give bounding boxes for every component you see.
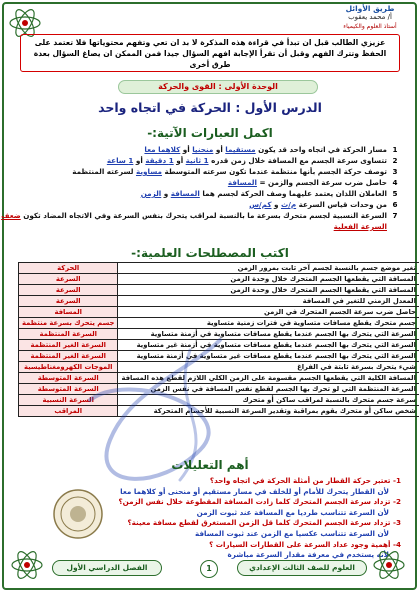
item-answer: كم/س [249,200,272,209]
item-answer: كلاهما معا [144,145,181,154]
term-definition: السرعة المنتظمة التي لو تحرك بها الجسم لقطع نفس المسافة في نفس الزمن [118,384,419,395]
table-row [19,285,419,296]
item-text: مسار الحركة في اتجاه واحد قد يكون [255,145,387,154]
item-number: 5 [392,189,398,198]
table-row [19,373,419,384]
lesson-title: الدرس الأول : الحركة في اتجاه واحد [98,100,322,115]
table-row [19,307,419,318]
item-answer: 1 ساعة [106,156,134,165]
page-number: 1 [200,560,218,578]
item-answer: المسافة [170,189,200,198]
term-definition: المسافة الكلية التي يقطعها الجسم مقسومة على الزمن الكلي اللازم لقطع هذه المسافة [118,373,419,384]
item-number: 1 [392,145,398,154]
table-row [19,318,419,329]
term-answer: السرعة [19,274,118,285]
header-brand [335,4,405,31]
term-answer: السرعة المتوسطة [19,373,118,384]
list-item [1,210,401,221]
footer-subject: العلوم للصف الثالث الإعدادي [237,560,367,576]
table-row [19,406,419,417]
term-answer: الموجات الكهرومغناطيسية [19,362,118,373]
footer-term: الفصل الدراسي الأول [52,560,162,576]
item-text: أو [133,156,146,165]
brand-teacher: أ/ محمد يعقوب [348,13,392,21]
term-definition: المعدل الزمني للتغير في المسافة [118,296,419,307]
terms-table [18,262,419,417]
reason-answer: لأن السرعة تتناسب عكسيا مع الزمن عند ثبوت المسافة [194,528,389,538]
term-answer: السرعة المتوسطة [19,384,118,395]
table-row [19,362,419,373]
item-text: توصف حركة الجسم بأنها منتظمة عندما تكون سرعته المتوسطة [161,167,387,176]
term-definition: تغير موضع جسم بالنسبة لجسم آخر ثابت بمرور الزمن [118,263,419,274]
item-text: لسرعته المنتظمة [72,167,136,176]
table-row [19,384,419,395]
item-text: أو [213,145,226,154]
item-answer: مساوية [135,167,162,176]
brand-title: طريق الأوائل [345,4,395,13]
term-definition: السرعة التي يتحرك بها الجسم عندما يقطع مسافات متساوية في أزمنة متساوية [118,329,419,340]
atom-icon [372,548,406,582]
term-answer: السرعة [19,285,118,296]
item-number: 3 [392,167,398,176]
item-answer: السرعة الفعلية [333,222,387,231]
table-row [19,351,419,362]
term-answer: المسافة [19,307,118,318]
reason-answer: لأن القطار يتحرك للأمام أو للخلف في مسار مستقيم أو منحنى أو كلاهما معا [120,486,389,496]
item-number: 4 [392,178,398,187]
table-row [19,329,419,340]
complete-list [1,144,401,232]
item-text: و [271,200,281,209]
item-answer: مستقيما [225,145,256,154]
table-row [19,296,419,307]
list-item [17,155,401,166]
item-answer: منحنيا [192,145,214,154]
item-number: 7 [392,211,398,220]
reason-answer: لأن السرعة تتناسب طرديا مع المسافة عند ثبوت الزمن [196,507,389,517]
item-answer: الزمن [140,189,162,198]
item-answer: 1 ثانية [185,156,209,165]
reason-question: 4- أهمية وجود عداد السرعة على القطارات السيارات ؟ [209,539,401,549]
brand-subtitle: أستاذ العلوم والكيمياء [343,23,397,30]
item-text: السرعة النسبية لجسم متحرك بسرعة ما بالنسبة لمراقب يتحرك بنفس السرعة وفي الاتجاه المضاد تكون [20,211,387,220]
term-definition: المسافة التي يقطعها الجسم المتحرك خلال وحدة الزمن [118,274,419,285]
table-row [19,395,419,406]
term-definition: حاصل ضرب سرعة الجسم المتحرك في الزمن [118,307,419,318]
reason-answer: لأنه يستخدم في معرفة مقدار السرعة مباشرة [227,550,389,560]
table-row [19,263,419,274]
atom-icon [10,548,44,582]
item-text: من وحدات قياس السرعة [296,200,387,209]
item-text: تتساوى سرعة الجسم مع المسافة خلال زمن قدره [208,156,387,165]
term-answer: المراقب [19,406,118,417]
term-answer: السرعة [19,296,118,307]
item-answer: المسافة [227,178,257,187]
item-text: أو [173,156,186,165]
list-item [17,177,401,188]
term-answer: الحركة [19,263,118,274]
item-text: العاملان اللذان يعتمد عليهما وصف الحركة لجسم هما [199,189,387,198]
table-row [19,274,419,285]
list-item [17,166,401,177]
term-definition: المسافة التي يقطعها الجسم المتحرك خلال وحدة الزمن [118,285,419,296]
term-definition: السرعة التي يتحرك بها الجسم عندما يقطع مسافات غير متساوية في أزمنة متساوية [118,351,419,362]
intro-note: عزيزي الطالب قبل ان تبدأ في قراءة هذه المذكرة لا بد ان تعي وتفهم محتوياتها فلا تعتمد على الحفظ وتترك الفهم وقبل أن تقرأ الإجابة افهم السؤال جيدا فمن الممكن ان يصاغ السؤال بعدة طرق أخرى [20,34,400,72]
unit-title: الوحدة الأولى : القوى والحركة [118,80,318,94]
complete-section-title: اكمل العبارات الآتية:- [147,126,273,140]
list-item [17,188,401,199]
reasons-section-title: أهم التعليلات [171,458,249,472]
item-number: 2 [392,156,398,165]
term-definition: جسم متحرك يقطع مسافات متساوية في فترات زمنية متساوية [118,318,419,329]
reason-question: 1- تعتبر حركة القطار من أمثلة الحركة في اتجاه واحد؟ [209,476,401,485]
item-text: و [161,189,171,198]
term-answer: السرعة النسبية [19,395,118,406]
item-text: أو [180,145,193,154]
reason-question: 2- تزداد سرعة الجسم المتحرك كلما زادت المسافة المقطوعة خلال نفس الزمن؟ [118,497,401,507]
term-answer: السرعة المنتظمة [19,329,118,340]
term-definition: السرعة التي يتحرك بها الجسم عندما يقطع مسافات متساوية في أزمنة غير متساوية [118,340,419,351]
terms-section-title: اكتب المصطلحات العلمية:- [131,246,289,260]
term-answer: جسم يتحرك بسرعة منتظمة [19,318,118,329]
table-row [19,340,419,351]
list-item [17,221,401,232]
term-definition: سرعة جسم متحرك بالنسبة لمراقب ساكن أو متحرك [118,395,419,406]
seal-icon [52,488,104,540]
term-definition: شخص ساكن أو متحرك يقوم بمراقبة وتقدير السرعة النسبية للأجسام المتحركة [118,406,419,417]
list-item [17,144,401,155]
item-answer: 1 دقيقة [145,156,174,165]
item-answer: م/ث [280,200,297,209]
reason-question: 3- تزداد سرعة الجسم المتحرك كلما قل الزمن المستغرق لقطع مسافة معينة؟ [127,518,401,528]
term-answer: السرعة الغير المنتظمة [19,351,118,362]
list-item [17,199,401,210]
term-definition: شيء يتحرك بسرعة ثابتة في الفراغ [118,362,419,373]
term-answer: السرعة الغير المنتظمة [19,340,118,351]
item-answer: ضعف [1,211,21,220]
item-number: 6 [392,200,398,209]
item-text: حاصل ضرب سرعة الجسم والزمن = [256,178,387,187]
